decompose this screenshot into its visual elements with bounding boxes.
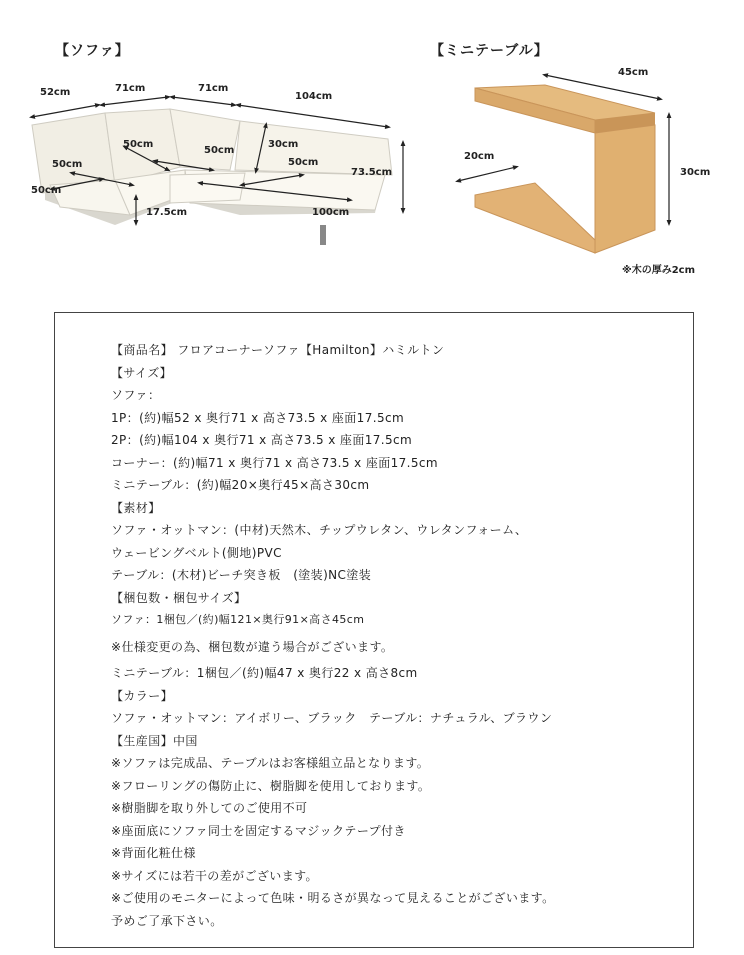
dim-sofa-100: 100cm [312, 207, 350, 218]
spec-line: 予めご了承下さい。 [111, 913, 223, 928]
dim-sofa-175: 17.5cm [146, 207, 188, 218]
spec-line: ソファ： [111, 388, 161, 402]
dim-sofa-50-right: 50cm [288, 157, 319, 168]
dim-sofa-71a: 71cm [115, 83, 146, 94]
dim-sofa-50-mid: 50cm [204, 145, 235, 156]
spec-line: ※ソファは完成品、テーブルはお客様組立品となります。 [111, 756, 430, 770]
spec-line: ウェービングベルト(側地)PVC [111, 545, 282, 560]
dim-sofa-735: 73.5cm [351, 167, 393, 178]
specs-box [54, 312, 694, 948]
dim-sofa-52: 52cm [40, 87, 71, 98]
table-bottom [475, 183, 595, 253]
spec-line: ソファ：1梱包／(約)幅121×奥行91×高さ45cm [111, 613, 365, 626]
sofa-section-title: 【ソファ】 [55, 43, 130, 59]
spec-line: ※座面底にソファ同士を固定するマジックテープ付き [111, 823, 406, 838]
dim-table-20: 20cm [464, 151, 495, 162]
sofa-back-mid [170, 109, 240, 170]
spec-line: テーブル：(木材)ビーチ突き板 (塗装)NC塗装 [111, 568, 372, 582]
dim-table-45: 45cm [618, 67, 649, 78]
table-thickness-note: ※木の厚み2cm [622, 265, 696, 275]
dim-table-30: 30cm [680, 167, 711, 178]
spec-line: 【サイズ】 [111, 365, 173, 380]
sofa-leg [320, 225, 326, 245]
spec-line: ※樹脂脚を取り外してのご使用不可 [111, 801, 308, 815]
dim-sofa-71b: 71cm [198, 83, 229, 94]
spec-line: 【商品名】 フロアコーナーソファ【Hamilton】ハミルトン [111, 343, 445, 357]
dim-sofa-30: 30cm [268, 139, 299, 150]
spec-line: コーナー：(約)幅71 x 奥行71 x 高さ73.5 x 座面17.5cm [111, 455, 439, 470]
spec-line: 【梱包数・梱包サイズ】 [111, 590, 247, 605]
spec-line: 【カラー】 [111, 688, 174, 703]
spec-line: ※背面化粧仕様 [111, 846, 196, 860]
spec-line: 【素材】 [111, 500, 161, 515]
specs-list [111, 339, 555, 932]
spec-line: ※フローリングの傷防止に、樹脂脚を使用しております。 [111, 778, 431, 793]
spec-line: ミニテーブル：(約)幅20×奥行45×高さ30cm [111, 478, 370, 492]
dim-sofa-50-left: 50cm [52, 159, 83, 170]
dim-sofa-50-corner: 50cm [123, 139, 154, 150]
table-section-title: 【ミニテーブル】 [430, 43, 549, 59]
sofa-ottoman [170, 173, 245, 203]
spec-line: 1P：(約)幅52 x 奥行71 x 高さ73.5 x 座面17.5cm [111, 410, 405, 425]
spec-line: 2P：(約)幅104 x 奥行71 x 高さ73.5 x 座面17.5cm [111, 433, 413, 447]
spec-line: ミニテーブル：1梱包／(約)幅47 x 奥行22 x 高さ8cm [111, 666, 418, 680]
sofa-illustration [20, 75, 430, 285]
spec-line: ※ご使用のモニターによって色味・明るさが異なって見えることがございます。 [111, 891, 555, 905]
spec-line: ソファ・オットマン：(中材)天然木、チップウレタン、ウレタンフォーム、 [111, 523, 528, 537]
dim-sofa-104: 104cm [295, 91, 333, 102]
table-side [595, 125, 655, 253]
spec-line: ※サイズには若干の差がございます。 [111, 868, 318, 883]
dim-sofa-50-ottoman: 50cm [31, 185, 62, 196]
spec-line: ※仕様変更の為、梱包数が違う場合がございます。 [111, 639, 394, 654]
spec-line: ソファ・オットマン：アイボリー、ブラック テーブル：ナチュラル、ブラウン [111, 711, 553, 725]
spec-line: 【生産国】中国 [111, 733, 198, 748]
mini-table-illustration [450, 55, 740, 275]
